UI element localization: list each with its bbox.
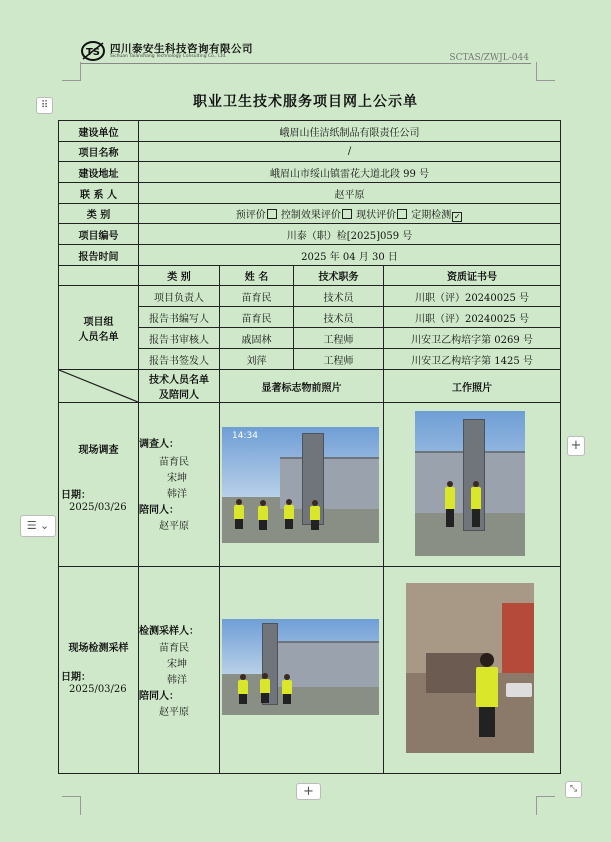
sampling-staff-cell [139, 567, 220, 774]
photo-header-staff-2: 及陪同人 [159, 390, 199, 401]
company-name-en: Sichuan Taianshang Technology Consulting Co., Ltd. [110, 54, 227, 59]
sampling-title: 现场检测采样 [68, 643, 129, 654]
photo-header-landmark: 显著标志物前照片 [220, 370, 384, 403]
sampling-work-photo [406, 583, 534, 753]
sampling-date-label: 日期： [61, 672, 91, 683]
add-row-button[interactable]: + [296, 783, 321, 800]
table-resize-handle-icon[interactable]: ⤡ [565, 781, 582, 798]
option-pre-assessment: 预评价 [235, 209, 266, 221]
survey-staff-name: 宋坤 [167, 473, 187, 484]
survey-escort-role: 陪同人： [139, 505, 179, 516]
sampling-staff-name: 宋坤 [167, 659, 187, 670]
survey-staff-name: 韩洋 [167, 489, 187, 500]
staff-group-label [59, 286, 139, 370]
sampling-staff-name: 苗育民 [159, 643, 189, 654]
survey-staff-role: 调查人： [139, 439, 179, 450]
staff-corner-cell [59, 266, 139, 286]
survey-section-cell [59, 403, 139, 567]
document-code: SCTAS/ZWJL-044 [449, 53, 529, 63]
member-name: 刘萍 [220, 349, 294, 370]
member-title: 工程师 [294, 349, 384, 370]
report-time-value: 2025 年 04 月 30 日 [139, 245, 561, 266]
photo-corner-cell [59, 370, 139, 403]
member-cert: 川安卫乙构培字第 1425 号 [384, 349, 561, 370]
staff-header-name: 姓 名 [220, 266, 294, 286]
member-cert: 川职（评）20240025 号 [384, 286, 561, 307]
unit-value: 峨眉山佳洁纸制品有限责任公司 [139, 121, 561, 142]
checkbox-status-assessment[interactable] [397, 209, 407, 219]
survey-landmark-photo-cell [220, 403, 384, 567]
diagonal-line [59, 370, 138, 402]
sampling-escort-name: 赵平原 [159, 707, 189, 718]
sampling-staff-role: 检测采样人： [139, 626, 199, 637]
member-name: 苗育民 [220, 307, 294, 328]
staff-header-category: 类 别 [139, 266, 220, 286]
unit-label: 建设单位 [59, 121, 139, 142]
project-value: / [139, 142, 561, 162]
staff-header-cert: 资质证书号 [384, 266, 561, 286]
number-label: 项目编号 [59, 224, 139, 245]
sampling-section-cell [59, 567, 139, 774]
address-label: 建设地址 [59, 162, 139, 183]
member-name: 戚固林 [220, 328, 294, 349]
survey-escort-name: 赵平原 [159, 521, 189, 532]
member-role: 报告书审核人 [139, 328, 220, 349]
category-label: 类 别 [59, 204, 139, 224]
survey-staff-cell [139, 403, 220, 567]
contact-label: 联 系 人 [59, 183, 139, 204]
member-title: 技术员 [294, 286, 384, 307]
member-title: 工程师 [294, 328, 384, 349]
margin-corner-top-left [62, 62, 81, 81]
checkbox-control-effect[interactable] [342, 209, 352, 219]
contact-value: 赵平原 [139, 183, 561, 204]
member-role: 项目负责人 [139, 286, 220, 307]
add-column-button[interactable]: + [567, 436, 585, 456]
member-cert: 川职（评）20240025 号 [384, 307, 561, 328]
project-label: 项目名称 [59, 142, 139, 162]
sampling-landmark-photo-cell [220, 567, 384, 774]
photo-header-work: 工作照片 [384, 370, 561, 403]
layout-options-button[interactable]: ☰ ⌄ [20, 515, 56, 537]
company-logo-icon [80, 40, 106, 62]
option-status-assessment: 现状评价 [356, 209, 397, 221]
sampling-escort-role: 陪同人： [139, 691, 179, 702]
svg-text:TS: TS [85, 47, 101, 58]
category-options [139, 204, 561, 224]
notice-table [58, 120, 561, 774]
number-value: 川泰（职）检[2025]059 号 [139, 224, 561, 245]
option-periodic-testing: 定期检测 [411, 209, 452, 221]
member-name: 苗育民 [220, 286, 294, 307]
photo-header-staff-1: 技术人员名单 [149, 375, 209, 386]
member-role: 报告书编写人 [139, 307, 220, 328]
member-title: 技术员 [294, 307, 384, 328]
header-rule [80, 63, 531, 64]
member-cert: 川安卫乙构培字第 0269 号 [384, 328, 561, 349]
checkbox-periodic-testing[interactable]: ✓ [453, 211, 461, 221]
margin-corner-bottom-left [62, 796, 81, 815]
photo-header-staff [139, 370, 220, 403]
page-title: 职业卫生技术服务项目网上公示单 [193, 94, 418, 110]
survey-title: 现场调查 [78, 445, 119, 456]
table-move-handle-icon[interactable]: ⠿ [36, 97, 53, 114]
staff-group-label-2: 人员名单 [78, 331, 119, 343]
address-value: 峨眉山市绥山镇雷花大道北段 99 号 [139, 162, 561, 183]
report-time-label: 报告时间 [59, 245, 139, 266]
survey-staff-name: 苗育民 [159, 457, 189, 468]
survey-landmark-photo [222, 427, 379, 543]
company-name-cn: 四川泰安生科技咨询有限公司 [110, 43, 253, 55]
photo-timestamp: 14:34 [232, 431, 258, 441]
margin-corner-top-right [536, 62, 555, 81]
margin-corner-bottom-right [536, 796, 555, 815]
survey-date-label: 日期： [61, 490, 91, 501]
sampling-landmark-photo [222, 619, 379, 715]
survey-date: 2025/03/26 [69, 502, 127, 513]
sampling-work-photo-cell [384, 567, 561, 774]
member-role: 报告书签发人 [139, 349, 220, 370]
sampling-date: 2025/03/26 [69, 684, 127, 695]
staff-header-title: 技术职务 [294, 266, 384, 286]
survey-work-photo-cell [384, 403, 561, 567]
sampling-staff-name: 韩洋 [167, 675, 187, 686]
staff-group-label-1: 项目组 [83, 316, 114, 328]
survey-work-photo [415, 411, 525, 556]
option-control-effect: 控制效果评价 [280, 209, 341, 221]
checkbox-pre-assessment[interactable] [267, 209, 277, 219]
